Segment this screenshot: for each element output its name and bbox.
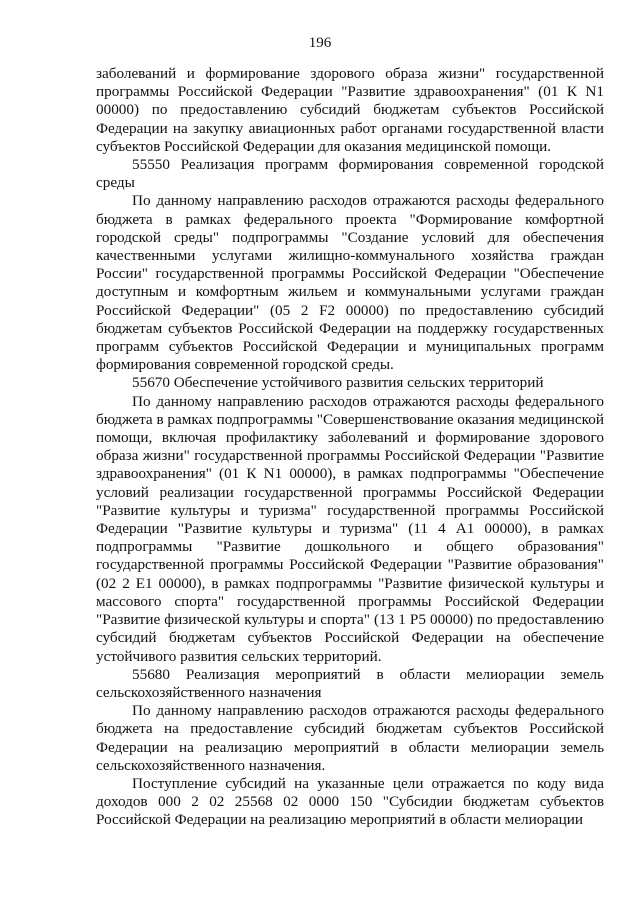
paragraph: По данному направлению расходов отражаются расходы федерального бюджета в рамках федерального проекта "Формирование комфортной городской среды" подпрограммы "Создание условий для обеспечения качественными услугами жилищно-коммунального хозяйства граждан России" государственной программы Российской Федерации "Обеспечение доступным и комфортным жильем и коммунальными услугами граждан Российской Федерации" (05 2 F2 00000) по предоставлению субсидий бюджетам субъектов Российской Федерации на поддержку государственных программ субъектов Российской Федерации и муниципальных программ формирования современной городской среды. — [96, 192, 604, 374]
section-heading-55550: 55550 Реализация программ формирования современной городской среды — [96, 156, 604, 192]
paragraph: По данному направлению расходов отражаются расходы федерального бюджета в рамках подпрограммы "Совершенствование оказания медицинской помощи, включая профилактику заболеваний и формирование здорового образа жизни" государственной программы Российской Федерации "Развитие здравоохранения" (01 К N1 00000), в рамках подпрограммы "Обеспечение условий реализации государственной программы Российской Федерации "Развитие культуры и туризма" государственной программы Российской Федерации "Развитие культуры и туризма" (11 4 А1 00000), в рамках подпрограммы "Развитие дошкольного и общего образования" государственной программы Российской Федерации "Развитие образования" (02 2 Е1 00000), в рамках подпрограммы "Развитие физической культуры и массового спорта" государственной программы Российской Федерации "Развитие физической культуры и спорта" (13 1 Р5 00000) по предоставлению субсидий бюджетам субъектов Российской Федерации на обеспечение устойчивого развития сельских территорий. — [96, 392, 604, 665]
page-body — [96, 65, 604, 830]
paragraph: Поступление субсидий на указанные цели отражается по коду вида доходов 000 2 02 25568 02 0000 150 "Субсидии бюджетам субъектов Российской Федерации на реализацию мероприятий в области мелиорации — [96, 774, 604, 829]
page-number: 196 — [308, 35, 332, 51]
paragraph: По данному направлению расходов отражаются расходы федерального бюджета на предоставление субсидий бюджетам субъектов Российской Федерации на реализацию мероприятий в области мелиорации земель сельскохозяйственного назначения. — [96, 702, 604, 774]
section-heading-55680: 55680 Реализация мероприятий в области мелиорации земель сельскохозяйственного назначения — [96, 665, 604, 701]
paragraph-continuation: заболеваний и формирование здорового образа жизни" государственной программы Российской Федерации "Развитие здравоохранения" (01 К N1 00000) по предоставлению субсидий бюджетам субъектов Российской Федерации на закупку авиационных работ органами государственной власти субъектов Российской Федерации для оказания медицинской помощи. — [96, 65, 604, 155]
section-heading-55670: 55670 Обеспечение устойчивого развития сельских территорий — [132, 374, 544, 392]
